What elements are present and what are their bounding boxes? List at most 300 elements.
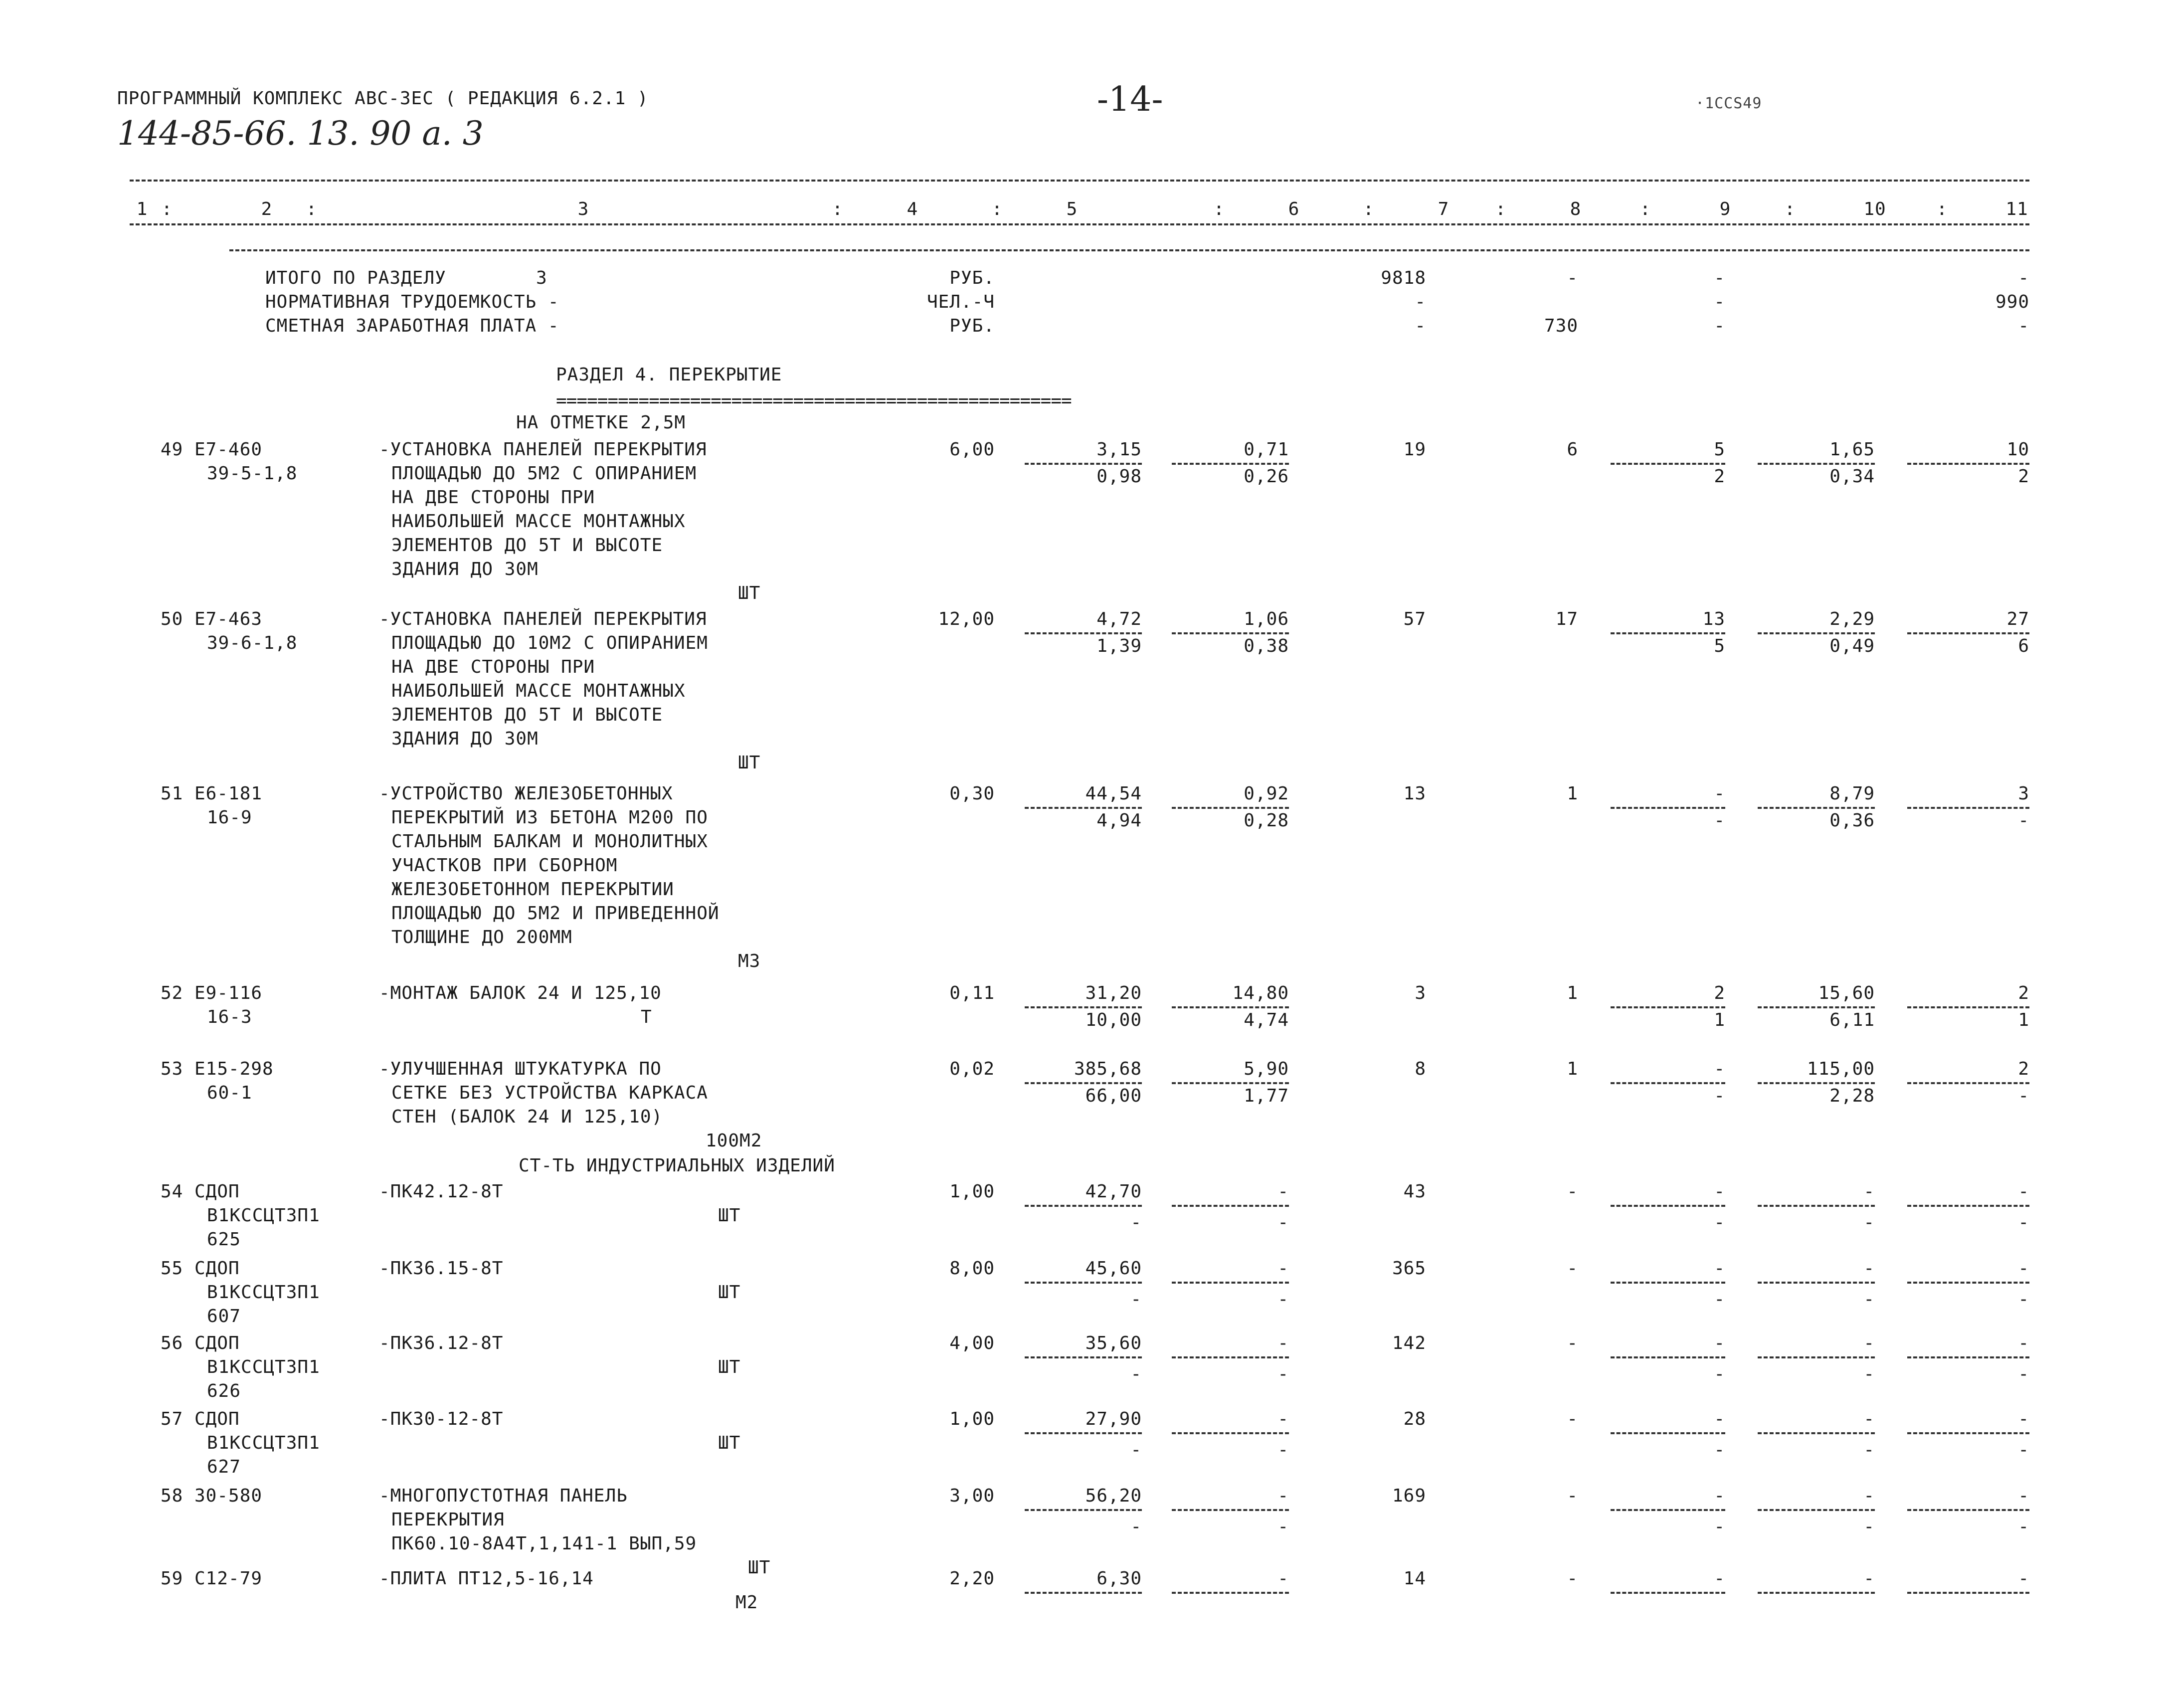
column-header-9: 9 xyxy=(1719,199,1731,219)
item-machines-cost: - xyxy=(1714,1333,1725,1353)
cost-separator-col5 xyxy=(1025,1282,1142,1284)
item-machinist-labor-unit: 0,34 xyxy=(1829,466,1875,487)
item-labor-total: - xyxy=(2018,1486,2029,1506)
column-header-sep: : xyxy=(1936,199,1948,219)
item-description-line: ПЛОЩАДЬЮ ДО 10М2 С ОПИРАНИЕМ xyxy=(391,633,708,653)
item-labor-unit: 8,79 xyxy=(1829,783,1875,804)
column-header-sep: : xyxy=(1363,199,1375,219)
item-machinist-wage-unit: 4,74 xyxy=(1244,1010,1289,1030)
item-quantity: 1,00 xyxy=(949,1181,995,1202)
item-labor-total: - xyxy=(2018,1181,2029,1202)
column-header-6: 6 xyxy=(1288,199,1300,219)
cost-separator-col11 xyxy=(1907,1432,2029,1434)
item-labor-unit: 115,00 xyxy=(1807,1059,1875,1079)
cost-separator-col11 xyxy=(1907,807,2029,809)
item-unit: ШТ xyxy=(718,1205,741,1226)
item-machinist-wage-unit: - xyxy=(1277,1517,1289,1537)
item-quantity: 6,00 xyxy=(949,439,995,460)
cost-separator-col10 xyxy=(1758,1356,1875,1358)
item-quantity: 12,00 xyxy=(938,609,995,629)
cost-separator-col6 xyxy=(1172,807,1289,809)
item-code-tertiary: 607 xyxy=(207,1306,241,1327)
item-machinist-wage-unit: - xyxy=(1277,1440,1289,1460)
item-unit-cost-machines: 0,92 xyxy=(1244,783,1289,804)
item-code-secondary: 16-9 xyxy=(207,807,252,828)
cost-separator-col9 xyxy=(1611,1509,1725,1511)
cost-separator-col6 xyxy=(1172,632,1289,634)
item-unit: ШТ xyxy=(718,1357,741,1377)
item-description-line: -УЛУЧШЕННАЯ ШТУКАТУРКА ПО xyxy=(379,1059,662,1079)
item-unit-cost-total: 385,68 xyxy=(1074,1059,1142,1079)
totals-col8: 730 xyxy=(1544,316,1578,336)
item-unit: ШТ xyxy=(738,753,761,773)
item-description-line: -ПК30-12-8Т xyxy=(379,1409,504,1429)
item-machinist-labor-total: 1 xyxy=(2018,1010,2029,1030)
cost-separator-col9 xyxy=(1611,1282,1725,1284)
item-quantity: 2,20 xyxy=(949,1568,995,1589)
cost-separator-col5 xyxy=(1025,807,1142,809)
item-labor-unit: - xyxy=(1863,1486,1875,1506)
cost-separator-col6 xyxy=(1172,463,1289,465)
item-description-line: ПК60.10-8А4Т,1,141-1 ВЫП,59 xyxy=(391,1533,697,1554)
cost-separator-col9 xyxy=(1611,463,1725,465)
item-unit-cost-machines: - xyxy=(1277,1568,1289,1589)
cost-separator-col10 xyxy=(1758,1509,1875,1511)
item-unit-cost-machines: - xyxy=(1277,1409,1289,1429)
item-description-line: ЗДАНИЯ ДО 30М xyxy=(391,559,539,579)
item-unit-cost-machines: - xyxy=(1277,1258,1289,1279)
item-machines-cost: 5 xyxy=(1714,439,1725,460)
item-number: 58 xyxy=(161,1486,183,1506)
cost-separator-col10 xyxy=(1758,1432,1875,1434)
item-machinist-labor-unit: - xyxy=(1863,1440,1875,1460)
column-header-2: 2 xyxy=(261,199,273,219)
page-number: -14- xyxy=(1097,80,1163,119)
column-header-sep: : xyxy=(1784,199,1796,219)
item-description-line: -МНОГОПУСТОТНАЯ ПАНЕЛЬ xyxy=(379,1486,628,1506)
item-quantity: 0,30 xyxy=(949,783,995,804)
cost-separator-col5 xyxy=(1025,1592,1142,1594)
totals-col11: 990 xyxy=(1995,292,2029,312)
item-machinist-wages: 2 xyxy=(1714,466,1725,487)
item-description-line: СЕТКЕ БЕЗ УСТРОЙСТВА КАРКАСА xyxy=(391,1083,708,1103)
column-header-sep: : xyxy=(832,199,844,219)
item-machinist-labor-total: - xyxy=(2018,1289,2029,1310)
item-description-line: -УСТАНОВКА ПАНЕЛЕЙ ПЕРЕКРЫТИЯ xyxy=(379,609,707,629)
totals-col11: - xyxy=(2018,268,2029,288)
item-labor-total: 2 xyxy=(2018,1059,2029,1079)
cost-separator-col11 xyxy=(1907,632,2029,634)
cost-separator-col6 xyxy=(1172,1082,1289,1084)
item-unit: М3 xyxy=(738,951,761,971)
totals-col8: - xyxy=(1567,268,1578,288)
item-unit: ШТ xyxy=(718,1282,741,1303)
cost-separator-col10 xyxy=(1758,1006,1875,1008)
item-code: Е7-463 xyxy=(194,609,263,629)
cost-separator-col6 xyxy=(1172,1432,1289,1434)
column-header-sep: : xyxy=(161,199,173,219)
column-header-sep: : xyxy=(1639,199,1651,219)
item-labor-total: - xyxy=(2018,1333,2029,1353)
totals-col7: - xyxy=(1415,316,1426,336)
item-machinist-wage-unit: - xyxy=(1277,1212,1289,1233)
item-unit-cost-total: 42,70 xyxy=(1085,1181,1142,1202)
totals-row-unit: ЧЕЛ.-Ч xyxy=(926,292,995,312)
item-machinist-labor-total: - xyxy=(2018,1440,2029,1460)
item-labor-unit: - xyxy=(1863,1258,1875,1279)
item-description-line: ПЕРЕКРЫТИЯ xyxy=(391,1510,505,1530)
item-quantity: 8,00 xyxy=(949,1258,995,1279)
item-machinist-wage-unit: - xyxy=(1277,1289,1289,1310)
item-wages: 17 xyxy=(1555,609,1578,629)
item-machinist-wages: - xyxy=(1714,1289,1725,1310)
item-unit-cost-total: 45,60 xyxy=(1085,1258,1142,1279)
item-total-cost: 57 xyxy=(1403,609,1426,629)
item-labor-unit: 1,65 xyxy=(1829,439,1875,460)
column-header-3: 3 xyxy=(577,199,589,219)
cost-separator-col6 xyxy=(1172,1356,1289,1358)
cost-separator-col5 xyxy=(1025,1082,1142,1084)
item-description-line: -УСТРОЙСТВО ЖЕЛЕЗОБЕТОННЫХ xyxy=(379,783,673,804)
item-wage-unit: - xyxy=(1130,1212,1142,1233)
column-header-sep: : xyxy=(1213,199,1225,219)
cost-separator-col5 xyxy=(1025,632,1142,634)
materials-heading: СТ-ТЬ ИНДУСТРИАЛЬНЫХ ИЗДЕЛИЙ xyxy=(519,1155,835,1176)
item-labor-total: - xyxy=(2018,1258,2029,1279)
item-unit-cost-machines: - xyxy=(1277,1333,1289,1353)
item-unit: ШТ xyxy=(718,1433,741,1453)
item-machinist-wage-unit: 0,38 xyxy=(1244,636,1289,656)
item-code-secondary: В1КССЦТЗП1 xyxy=(207,1205,320,1226)
item-labor-total: 3 xyxy=(2018,783,2029,804)
item-description-line: -ПК42.12-8Т xyxy=(379,1181,504,1202)
item-unit-cost-total: 4,72 xyxy=(1096,609,1142,629)
cost-separator-col5 xyxy=(1025,1432,1142,1434)
item-code-secondary: 16-3 xyxy=(207,1007,252,1027)
totals-row-unit: РУБ. xyxy=(949,268,995,288)
cost-separator-col9 xyxy=(1611,1432,1725,1434)
item-machinist-labor-total: 6 xyxy=(2018,636,2029,656)
cost-separator-col10 xyxy=(1758,1205,1875,1207)
item-machinist-wage-unit: - xyxy=(1277,1364,1289,1384)
item-code-tertiary: 627 xyxy=(207,1457,241,1477)
item-wages: 6 xyxy=(1567,439,1578,460)
item-quantity: 4,00 xyxy=(949,1333,995,1353)
item-total-cost: 28 xyxy=(1403,1409,1426,1429)
section-title-underline: ================================================== xyxy=(556,390,1072,411)
item-labor-total: 27 xyxy=(2006,609,2029,629)
item-labor-unit: 2,29 xyxy=(1829,609,1875,629)
item-machinist-wage-unit: 1,77 xyxy=(1244,1086,1289,1106)
item-quantity: 0,02 xyxy=(949,1059,995,1079)
item-machinist-wage-unit: 0,28 xyxy=(1244,810,1289,831)
item-machines-cost: 13 xyxy=(1702,609,1725,629)
item-total-cost: 14 xyxy=(1403,1568,1426,1589)
totals-row-label: НОРМАТИВНАЯ ТРУДОЕМКОСТЬ - xyxy=(265,292,559,312)
item-unit: Т xyxy=(641,1007,652,1027)
cost-separator-col10 xyxy=(1758,1282,1875,1284)
item-wages: - xyxy=(1567,1409,1578,1429)
item-wages: - xyxy=(1567,1333,1578,1353)
item-machinist-wages: - xyxy=(1714,1440,1725,1460)
item-labor-unit: 15,60 xyxy=(1818,983,1875,1003)
column-header-5: 5 xyxy=(1066,199,1078,219)
item-description-line: ПЛОЩАДЬЮ ДО 5М2 И ПРИВЕДЕННОЙ xyxy=(391,903,720,924)
item-machines-cost: - xyxy=(1714,1409,1725,1429)
item-code: СДОП xyxy=(194,1409,240,1429)
totals-col9: - xyxy=(1714,268,1725,288)
item-description-line: ЗДАНИЯ ДО 30М xyxy=(391,729,539,749)
item-wages: - xyxy=(1567,1568,1578,1589)
totals-col9: - xyxy=(1714,316,1725,336)
item-code-secondary: 39-6-1,8 xyxy=(207,633,298,653)
column-header-sep: : xyxy=(306,199,318,219)
item-machinist-labor-total: - xyxy=(2018,1517,2029,1537)
item-labor-unit: - xyxy=(1863,1568,1875,1589)
cost-separator-col9 xyxy=(1611,1006,1725,1008)
item-description-line: СТЕН (БАЛОК 24 И 125,10) xyxy=(391,1107,663,1127)
item-total-cost: 365 xyxy=(1392,1258,1426,1279)
item-quantity: 0,11 xyxy=(949,983,995,1003)
item-number: 50 xyxy=(161,609,183,629)
item-machinist-labor-unit: 2,28 xyxy=(1829,1086,1875,1106)
item-unit-cost-machines: - xyxy=(1277,1486,1289,1506)
totals-top-rule xyxy=(229,249,2029,251)
item-code-secondary: В1КССЦТЗП1 xyxy=(207,1357,320,1377)
cost-separator-col11 xyxy=(1907,1205,2029,1207)
cost-separator-col11 xyxy=(1907,1006,2029,1008)
program-header: ПРОГРАММНЫЙ КОМПЛЕКС АВС-ЗЕС ( РЕДАКЦИЯ 6.2.1 ) xyxy=(117,88,649,109)
item-code: С12-79 xyxy=(194,1568,263,1589)
cost-separator-col5 xyxy=(1025,1006,1142,1008)
cost-separator-col11 xyxy=(1907,1356,2029,1358)
item-machinist-labor-total: 2 xyxy=(2018,466,2029,487)
totals-col7: - xyxy=(1415,292,1426,312)
item-wages: - xyxy=(1567,1181,1578,1202)
item-total-cost: 19 xyxy=(1403,439,1426,460)
item-machinist-wage-unit: 0,26 xyxy=(1244,466,1289,487)
item-unit-cost-total: 35,60 xyxy=(1085,1333,1142,1353)
cost-separator-col11 xyxy=(1907,463,2029,465)
item-unit-cost-machines: 1,06 xyxy=(1244,609,1289,629)
item-description-line: НАИБОЛЬШЕЙ МАССЕ МОНТАЖНЫХ xyxy=(391,511,686,532)
item-unit: ШТ xyxy=(748,1557,771,1578)
item-machinist-labor-total: - xyxy=(2018,810,2029,831)
item-wage-unit: - xyxy=(1130,1517,1142,1537)
cost-separator-col6 xyxy=(1172,1282,1289,1284)
cost-separator-col9 xyxy=(1611,1082,1725,1084)
item-total-cost: 3 xyxy=(1415,983,1426,1003)
item-code-secondary: В1КССЦТЗП1 xyxy=(207,1282,320,1303)
totals-label: ИТОГО ПО РАЗДЕЛУ xyxy=(265,268,446,288)
column-header-11: 11 xyxy=(2005,199,2028,219)
item-machines-cost: - xyxy=(1714,1059,1725,1079)
item-total-cost: 169 xyxy=(1392,1486,1426,1506)
item-labor-total: - xyxy=(2018,1568,2029,1589)
item-code: Е15-298 xyxy=(194,1059,274,1079)
item-code: 30-580 xyxy=(194,1486,263,1506)
item-machinist-labor-unit: 6,11 xyxy=(1829,1010,1875,1030)
item-wage-unit: - xyxy=(1130,1364,1142,1384)
item-total-cost: 43 xyxy=(1403,1181,1426,1202)
item-machinist-labor-total: - xyxy=(2018,1212,2029,1233)
item-total-cost: 142 xyxy=(1392,1333,1426,1353)
item-unit: ШТ xyxy=(738,583,761,603)
cost-separator-col10 xyxy=(1758,463,1875,465)
item-machines-cost: - xyxy=(1714,1258,1725,1279)
item-machines-cost: - xyxy=(1714,1181,1725,1202)
item-code: СДОП xyxy=(194,1333,240,1353)
table-top-rule xyxy=(130,180,2029,182)
cost-separator-col9 xyxy=(1611,632,1725,634)
item-number: 55 xyxy=(161,1258,183,1279)
item-code: Е9-116 xyxy=(194,983,263,1003)
item-machinist-wages: - xyxy=(1714,1086,1725,1106)
section-subtitle: НА ОТМЕТКЕ 2,5М xyxy=(516,412,686,433)
item-machinist-labor-unit: - xyxy=(1863,1212,1875,1233)
item-labor-unit: - xyxy=(1863,1181,1875,1202)
item-wages: - xyxy=(1567,1486,1578,1506)
cost-separator-col6 xyxy=(1172,1592,1289,1594)
item-code-tertiary: 625 xyxy=(207,1229,241,1250)
item-unit-cost-total: 31,20 xyxy=(1085,983,1142,1003)
item-number: 49 xyxy=(161,439,183,460)
cost-separator-col10 xyxy=(1758,632,1875,634)
column-header-4: 4 xyxy=(907,199,918,219)
column-header-8: 8 xyxy=(1570,199,1582,219)
item-unit-cost-total: 6,30 xyxy=(1096,1568,1142,1589)
item-labor-unit: - xyxy=(1863,1333,1875,1353)
item-unit-cost-total: 27,90 xyxy=(1085,1409,1142,1429)
cost-separator-col9 xyxy=(1611,807,1725,809)
item-machinist-labor-unit: - xyxy=(1863,1289,1875,1310)
item-description-line: ЭЛЕМЕНТОВ ДО 5Т И ВЫСОТЕ xyxy=(391,705,663,725)
item-labor-total: 10 xyxy=(2006,439,2029,460)
column-header-sep: : xyxy=(991,199,1003,219)
totals-section-number: 3 xyxy=(536,268,547,288)
cost-separator-col5 xyxy=(1025,1356,1142,1358)
item-description-line: -УСТАНОВКА ПАНЕЛЕЙ ПЕРЕКРЫТИЯ xyxy=(379,439,707,460)
item-unit-cost-total: 44,54 xyxy=(1085,783,1142,804)
item-description-line: -ПК36.15-8Т xyxy=(379,1258,504,1279)
column-header-rule xyxy=(130,223,2029,225)
cost-separator-col5 xyxy=(1025,1205,1142,1207)
totals-col11: - xyxy=(2018,316,2029,336)
cost-separator-col11 xyxy=(1907,1592,2029,1594)
item-description-line: НА ДВЕ СТОРОНЫ ПРИ xyxy=(391,487,595,508)
cost-separator-col11 xyxy=(1907,1082,2029,1084)
item-description-line: НА ДВЕ СТОРОНЫ ПРИ xyxy=(391,657,595,677)
cost-separator-col6 xyxy=(1172,1205,1289,1207)
item-description-line: ПЕРЕКРЫТИЙ ИЗ БЕТОНА М200 ПО xyxy=(391,807,708,828)
item-machinist-wages: 1 xyxy=(1714,1010,1725,1030)
item-code-secondary: 39-5-1,8 xyxy=(207,463,298,484)
cost-separator-col9 xyxy=(1611,1205,1725,1207)
item-unit-cost-machines: 14,80 xyxy=(1232,983,1289,1003)
item-unit-cost-total: 56,20 xyxy=(1085,1486,1142,1506)
totals-row-label: СМЕТНАЯ ЗАРАБОТНАЯ ПЛАТА - xyxy=(265,316,559,336)
item-machines-cost: 2 xyxy=(1714,983,1725,1003)
totals-row-unit: РУБ. xyxy=(949,316,995,336)
item-code: СДОП xyxy=(194,1181,240,1202)
item-machinist-labor-unit: 0,49 xyxy=(1829,636,1875,656)
item-wage-unit: 4,94 xyxy=(1096,810,1142,831)
item-quantity: 3,00 xyxy=(949,1486,995,1506)
item-number: 53 xyxy=(161,1059,183,1079)
item-wage-unit: 10,00 xyxy=(1085,1010,1142,1030)
item-labor-total: 2 xyxy=(2018,983,2029,1003)
item-total-cost: 13 xyxy=(1403,783,1426,804)
column-header-7: 7 xyxy=(1438,199,1450,219)
item-unit-cost-machines: - xyxy=(1277,1181,1289,1202)
item-code: Е6-181 xyxy=(194,783,263,804)
item-description-line: НАИБОЛЬШЕЙ МАССЕ МОНТАЖНЫХ xyxy=(391,681,686,701)
item-wages: 1 xyxy=(1567,783,1578,804)
column-header-1: 1 xyxy=(136,199,148,219)
item-description-line: ЖЕЛЕЗОБЕТОННОМ ПЕРЕКРЫТИИ xyxy=(391,879,674,900)
item-machinist-wages: 5 xyxy=(1714,636,1725,656)
cost-separator-col10 xyxy=(1758,1592,1875,1594)
item-labor-total: - xyxy=(2018,1409,2029,1429)
item-machinist-labor-unit: - xyxy=(1863,1517,1875,1537)
item-number: 54 xyxy=(161,1181,183,1202)
item-code-tertiary: 626 xyxy=(207,1381,241,1401)
cost-separator-col5 xyxy=(1025,463,1142,465)
item-description-line: -МОНТАЖ БАЛОК 24 И 125,10 xyxy=(379,983,662,1003)
item-wage-unit: 66,00 xyxy=(1085,1086,1142,1106)
inventory-stamp: ·1ССЅ49 xyxy=(1695,95,1762,112)
totals-col9: - xyxy=(1714,292,1725,312)
item-number: 59 xyxy=(161,1568,183,1589)
cost-separator-col6 xyxy=(1172,1006,1289,1008)
cost-separator-col10 xyxy=(1758,807,1875,809)
item-labor-unit: - xyxy=(1863,1409,1875,1429)
cost-separator-col6 xyxy=(1172,1509,1289,1511)
totals-col7: 9818 xyxy=(1381,268,1426,288)
item-machines-cost: - xyxy=(1714,1568,1725,1589)
item-wages: 1 xyxy=(1567,983,1578,1003)
item-unit-cost-total: 3,15 xyxy=(1096,439,1142,460)
item-unit-cost-machines: 0,71 xyxy=(1244,439,1289,460)
document-number: 144-85-66. 13. 90 а. 3 xyxy=(117,114,484,153)
item-unit: М2 xyxy=(735,1592,758,1613)
item-number: 52 xyxy=(161,983,183,1003)
item-wage-unit: - xyxy=(1130,1289,1142,1310)
cost-separator-col5 xyxy=(1025,1509,1142,1511)
item-machinist-wages: - xyxy=(1714,1364,1725,1384)
item-number: 56 xyxy=(161,1333,183,1353)
item-machines-cost: - xyxy=(1714,1486,1725,1506)
item-machinist-labor-unit: 0,36 xyxy=(1829,810,1875,831)
column-header-sep: : xyxy=(1495,199,1507,219)
item-quantity: 1,00 xyxy=(949,1409,995,1429)
item-machinist-labor-total: - xyxy=(2018,1086,2029,1106)
item-machinist-labor-unit: - xyxy=(1863,1364,1875,1384)
item-description-line: -ПЛИТА ПТ12,5-16,14 xyxy=(379,1568,594,1589)
item-description-line: СТАЛЬНЫМ БАЛКАМ И МОНОЛИТНЫХ xyxy=(391,831,708,852)
column-header-10: 10 xyxy=(1863,199,1886,219)
item-code-secondary: В1КССЦТЗП1 xyxy=(207,1433,320,1453)
item-wages: 1 xyxy=(1567,1059,1578,1079)
item-machinist-wages: - xyxy=(1714,1517,1725,1537)
item-machines-cost: - xyxy=(1714,783,1725,804)
item-code: Е7-460 xyxy=(194,439,263,460)
item-wage-unit: 1,39 xyxy=(1096,636,1142,656)
cost-separator-col9 xyxy=(1611,1356,1725,1358)
item-total-cost: 8 xyxy=(1415,1059,1426,1079)
item-code-secondary: 60-1 xyxy=(207,1083,252,1103)
cost-separator-col10 xyxy=(1758,1082,1875,1084)
